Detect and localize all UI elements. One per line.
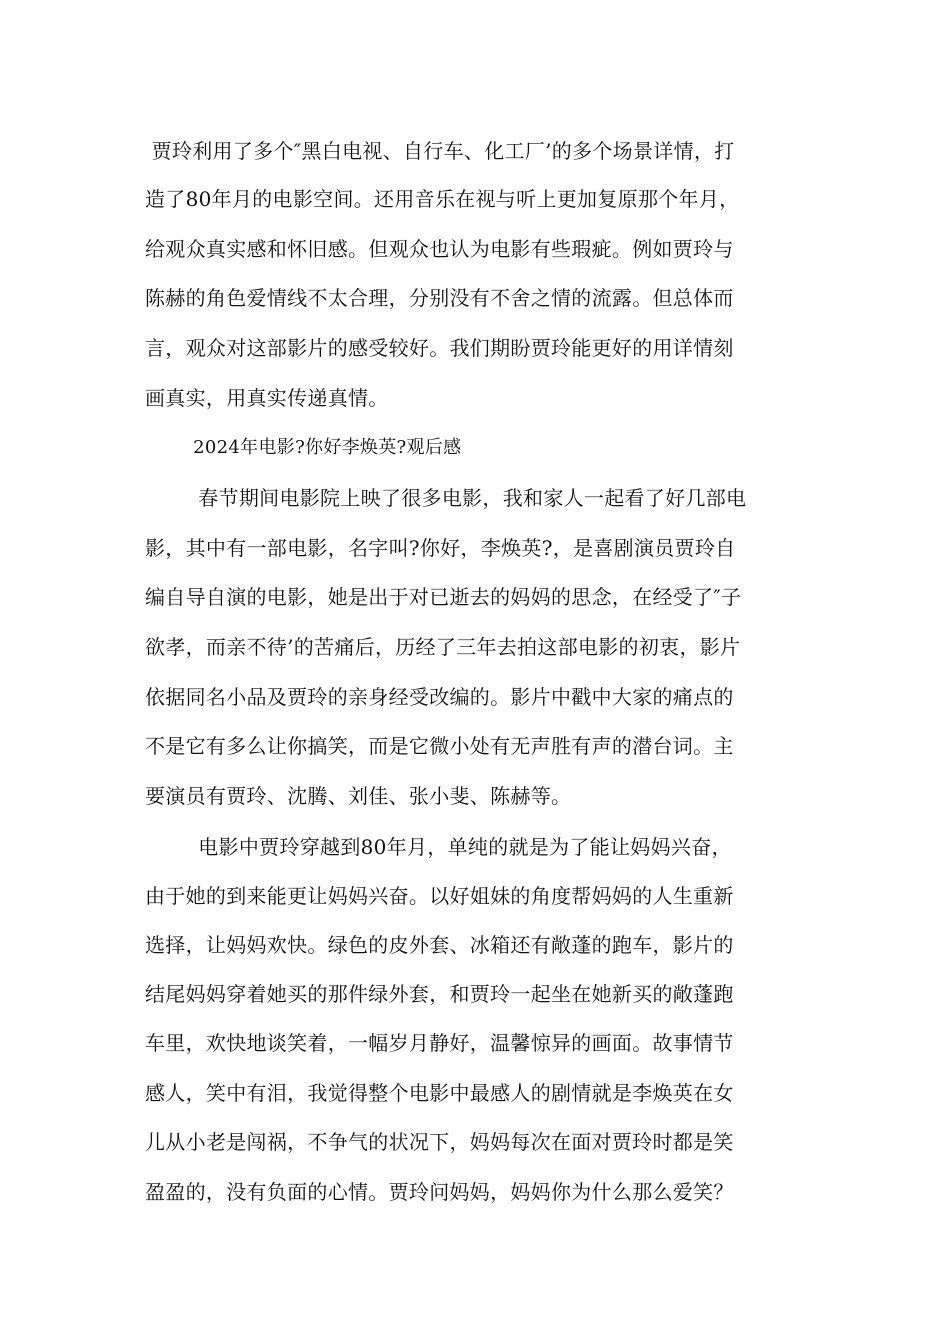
text-line: 车里，欢快地谈笑着，一幅岁月静好，温馨惊异的画面。故事情节 [145,1031,734,1055]
text-line: 由于她的到来能更让妈妈兴奋。以好姐妹的角度帮妈妈的人生重新 [145,884,734,908]
section-heading: 2024年电影?你好李焕英?观后感 [145,437,462,458]
text-line: 儿从小老是闯祸，不争气的状况下，妈妈每次在面对贾玲时都是笑 [145,1130,734,1154]
text-line: 给观众真实感和怀旧感。但观众也认为电影有些瑕疵。例如贾玲与 [145,237,734,261]
text-line: 感人，笑中有泪，我觉得整个电影中最感人的剧情就是李焕英在女 [145,1081,734,1105]
text-line: 编自导自演的电影，她是出于对已逝去的妈妈的思念，在经受了″子 [145,585,742,609]
text-line: 影，其中有一部电影，名字叫?你好，李焕英?，是喜剧演员贾玲自 [145,536,736,560]
text-line: 欲孝，而亲不待’的苦痛后，历经了三年去拍这部电影的初衷，影片 [145,635,741,659]
text-line: 造了80年月的电影空间。还用音乐在视与听上更加复原那个年月， [145,187,740,211]
text-line: 电影中贾玲穿越到80年月，单纯的就是为了能让妈妈兴奋， [145,835,732,859]
text-line: 画真实，用真实传递真情。 [145,386,389,410]
text-line: 依据同名小品及贾玲的亲身经受改编的。影片中戳中大家的痛点的 [145,685,734,709]
text-line: 要演员有贾玲、沈腾、刘佳、张小斐、陈赫等。 [145,784,572,808]
text-line: 结尾妈妈穿着她买的那件绿外套，和贾玲一起坐在她新买的敞蓬跑 [145,982,734,1006]
text-line: 盈盈的，没有负面的心情。贾玲问妈妈，妈妈你为什么那么爱笑？ [145,1180,734,1204]
text-line: 贾玲利用了多个″黑白电视、自行车、化工厂’的多个场景详情，打 [145,139,735,163]
text-line: 春节期间电影院上映了很多电影，我和家人一起看了好几部电 [145,486,747,510]
text-line: 言，观众对这部影片的感受较好。我们期盼贾玲能更好的用详情刻 [145,336,734,360]
text-line: 选择，让妈妈欢快。绿色的皮外套、冰箱还有敞蓬的跑车，影片的 [145,933,734,957]
text-line: 陈赫的角色爱情线不太合理，分别没有不舍之情的流露。但总体而 [145,286,734,310]
text-line: 不是它有多么让你搞笑，而是它微小处有无声胜有声的潜台词。主 [145,734,734,758]
